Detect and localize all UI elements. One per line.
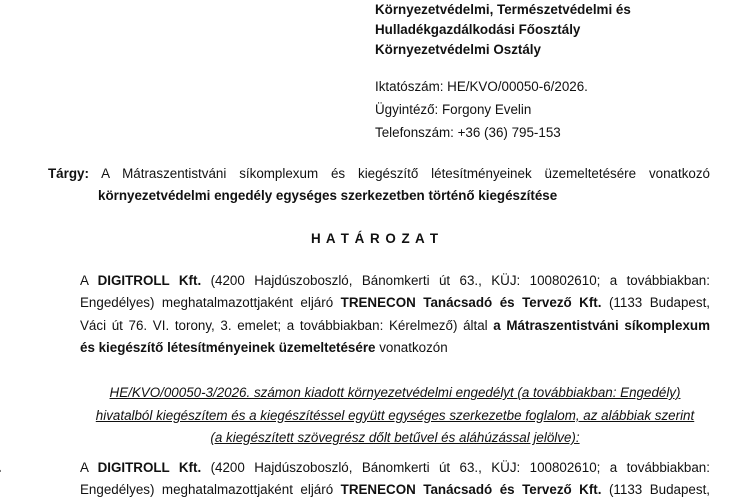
item-1-line-2 bbox=[80, 479, 710, 501]
item-1-paragraph bbox=[80, 457, 710, 502]
file-number: Iktatószám: HE/KVO/00050-6/2026. bbox=[375, 79, 588, 94]
subject-line-1 bbox=[48, 163, 710, 185]
intro-l3-pre: Váci út 76. VI. torony, 3. emelet; a továbbiakban: Kérelmező) által bbox=[80, 317, 494, 333]
intro-line-1 bbox=[80, 270, 710, 292]
intro-l2-post: (1133 Budapest, bbox=[601, 295, 711, 311]
intro-l2-pre: Engedélyes) meghatalmazottjaként eljáró bbox=[80, 295, 341, 311]
item-1-post: (4200 Hajdúszoboszló, Bánomkerti út 63., KÜJ: 100802610; a továbbiakban: bbox=[201, 460, 710, 475]
item-1-pre: A bbox=[80, 460, 98, 475]
authority-name-line-3: Környezetvédelmi Osztály bbox=[375, 42, 541, 57]
phone-number: Telefonszám: +36 (36) 795-153 bbox=[375, 125, 561, 140]
item-1-line-1 bbox=[80, 457, 710, 479]
amendment-line-2: hivatalból kiegészítem és a kiegészítéssel együtt egységes szerkezetbe foglalom, az alábbiak szerint bbox=[95, 407, 695, 423]
decision-intro-paragraph bbox=[80, 270, 710, 359]
intro-l4-post: vonatkozón bbox=[375, 339, 448, 355]
authority-name-line-1: Környezetvédelmi, Természetvédelmi és bbox=[375, 2, 631, 17]
item-number bbox=[0, 460, 1, 475]
amendment-statement bbox=[60, 382, 730, 450]
intro-l4-bold: és kiegészítő létesítményeinek üzemeltetésére bbox=[80, 339, 376, 355]
amendment-line-3: (a kiegészített szövegrész dőlt betűvel és aláhúzással jelölve): bbox=[210, 430, 580, 445]
intro-line-3 bbox=[80, 315, 710, 337]
authority-name-line-2: Hulladékgazdálkodási Főosztály bbox=[375, 22, 581, 37]
item-1-l2-pre: Engedélyes) meghatalmazottjaként eljáró bbox=[80, 482, 341, 498]
permit-holder-name: DIGITROLL Kft. bbox=[97, 273, 202, 288]
subject-label: Tárgy: bbox=[48, 166, 89, 181]
item-1-l2-post: (1133 Budapest, bbox=[601, 482, 711, 498]
intro-l1-post: (4200 Hajdúszoboszló, Bánomkerti út 63., KÜJ: 100802610; a továbbiakban: bbox=[201, 273, 710, 288]
subject-text-1: A Mátraszentistváni síkomplexum és kiegészítő létesítményeinek üzemeltetésére vonatkozó bbox=[101, 166, 710, 181]
decision-title: H A T Á R O Z A T bbox=[310, 231, 440, 246]
item-1-company: DIGITROLL Kft. bbox=[97, 460, 202, 475]
intro-line-4 bbox=[80, 337, 710, 359]
intro-l1-pre: A bbox=[80, 273, 98, 288]
agent-company-name: TRENECON Tanácsadó és Tervező Kft. bbox=[340, 295, 602, 311]
item-1-agent: TRENECON Tanácsadó és Tervező Kft. bbox=[340, 482, 602, 498]
subject-block bbox=[48, 163, 710, 207]
intro-l3-bold: a Mátraszentistváni síkomplexum bbox=[493, 317, 711, 333]
case-officer: Ügyintéző: Forgony Evelin bbox=[375, 102, 532, 117]
amendment-line-1: HE/KVO/00050-3/2026. számon kiadott környezetvédelmi engedélyt (a továbbiakban: Engedély) bbox=[109, 385, 681, 400]
subject-line-2: környezetvédelmi engedély egységes szerkezetben történő kiegészítése bbox=[98, 188, 558, 203]
intro-line-2 bbox=[80, 292, 710, 314]
